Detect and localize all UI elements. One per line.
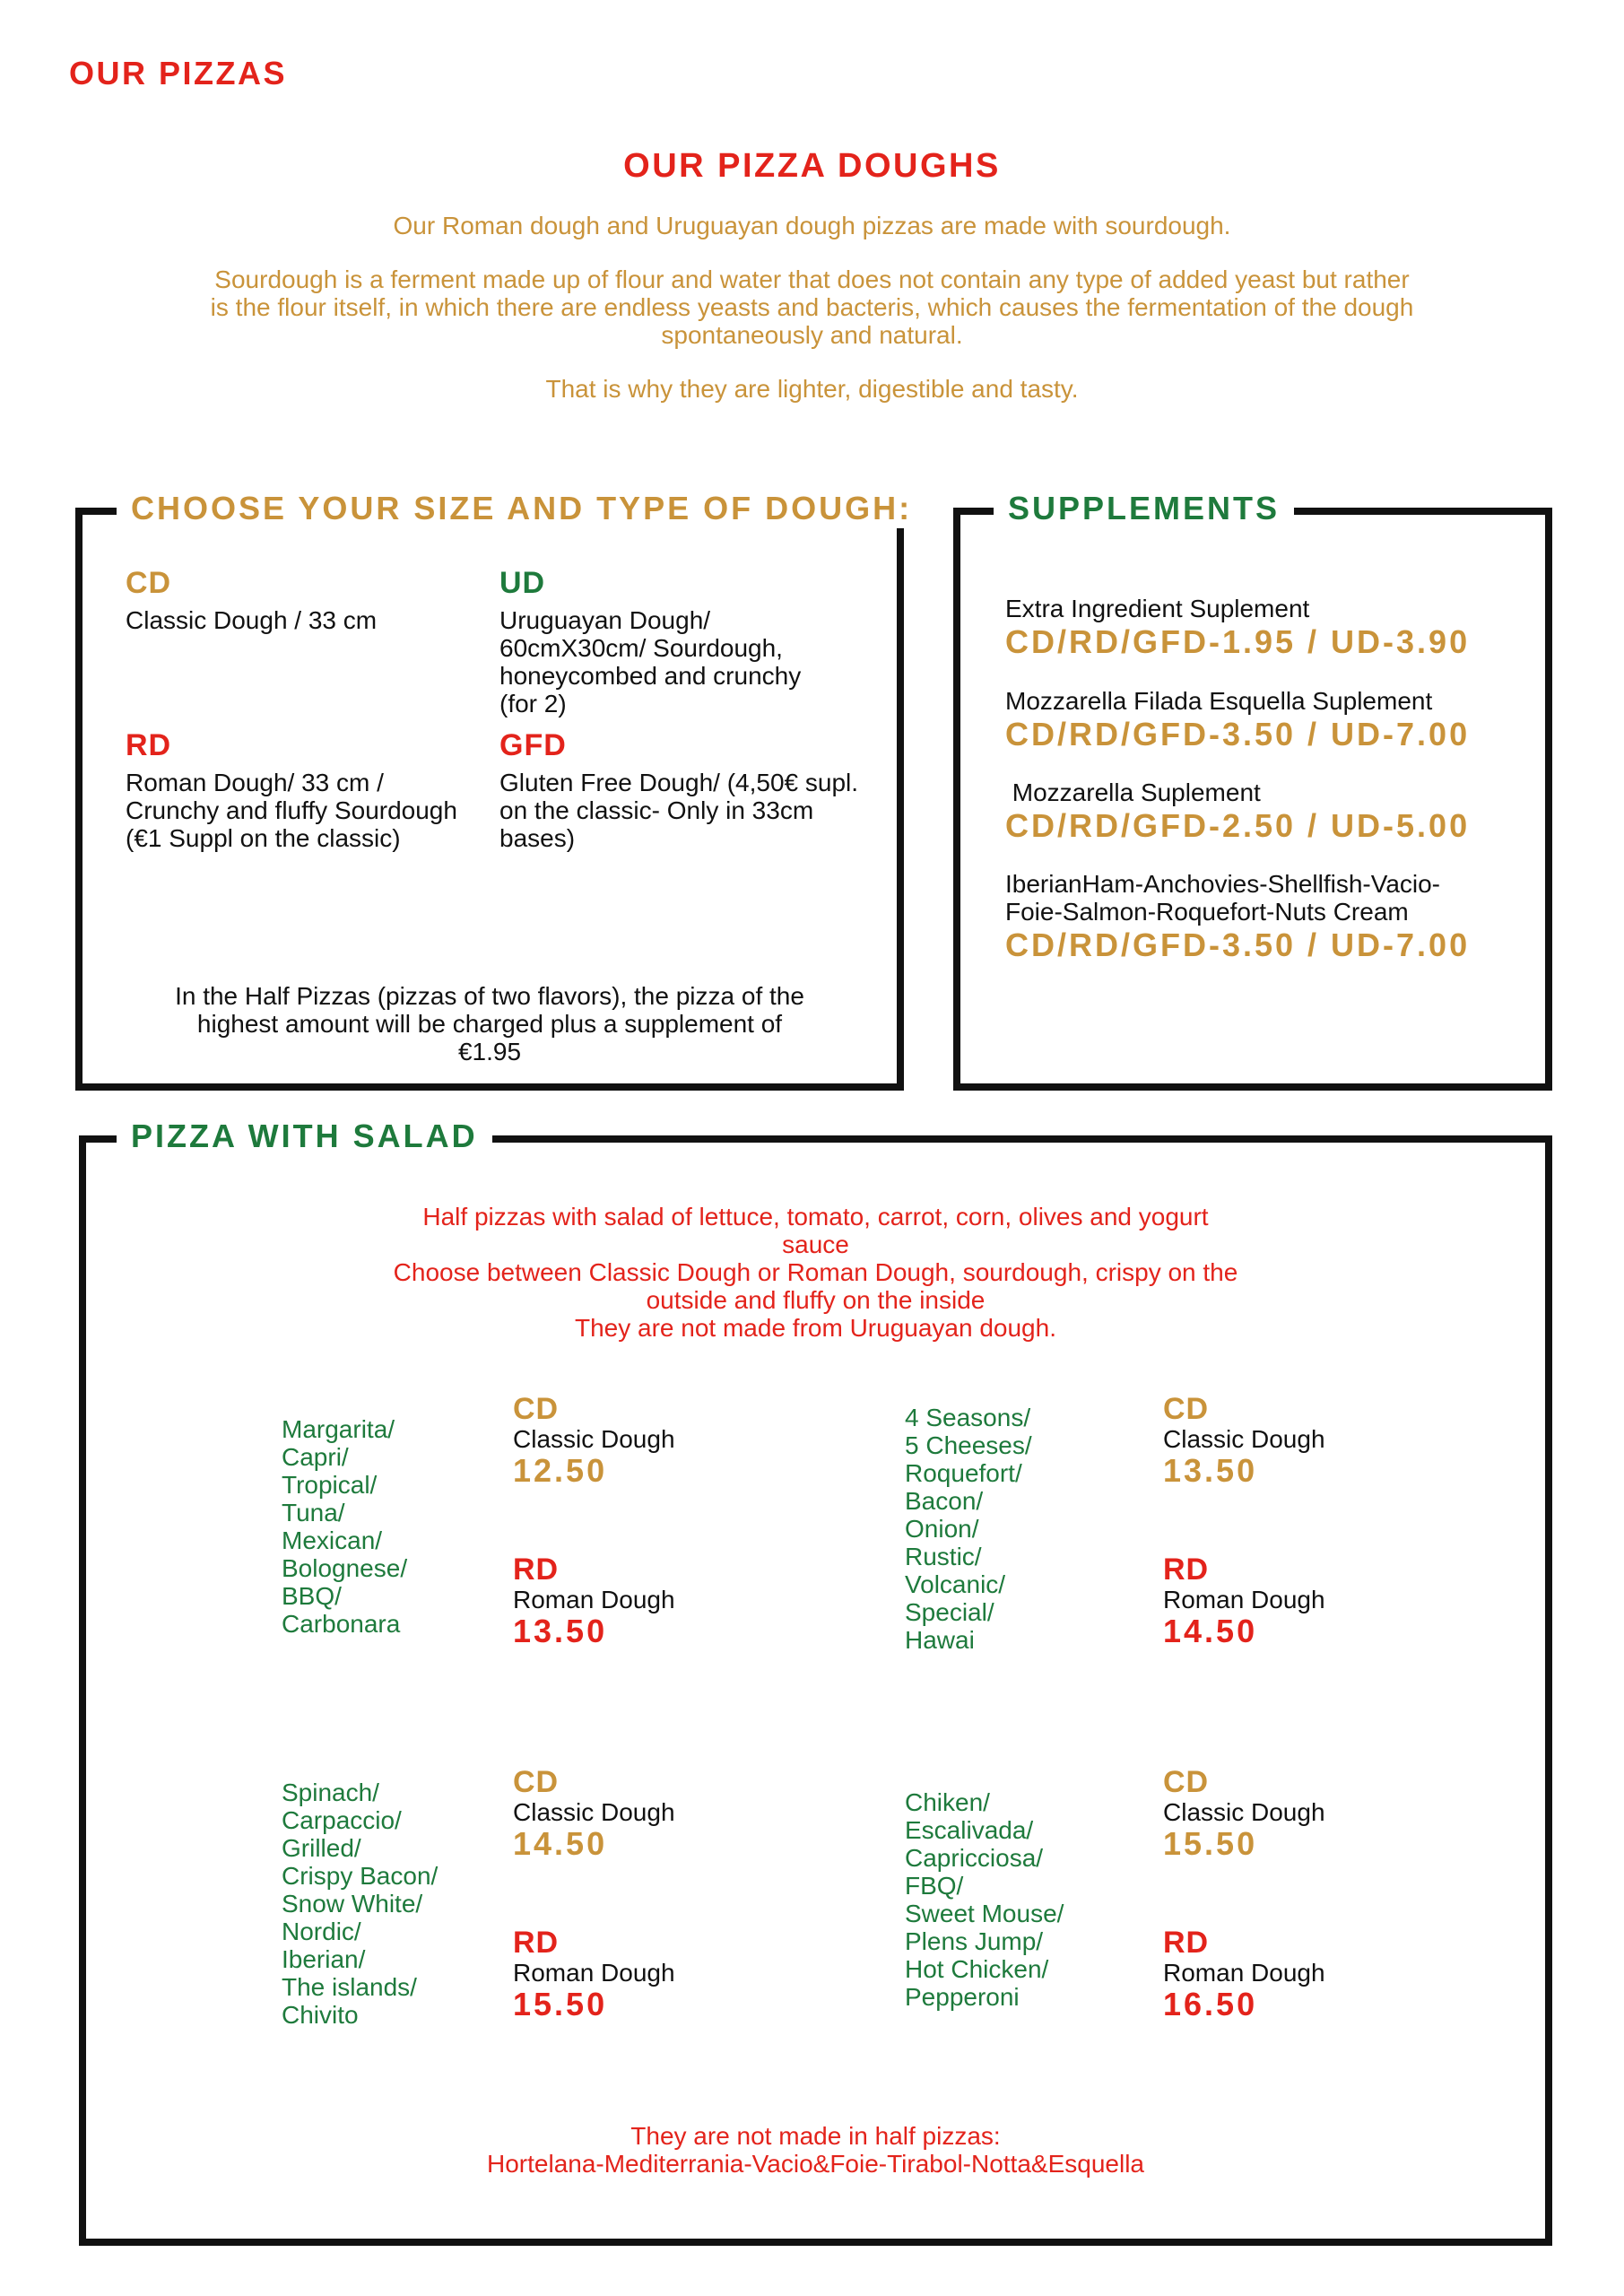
cd-description (126, 606, 377, 634)
gfd-description-line: Gluten Free Dough/ (4,50€ supl. (499, 769, 859, 796)
supplement-item (1005, 595, 1470, 660)
supplement-price: CD/RD/GFD-3.50 / UD-7.00 (1005, 716, 1471, 752)
supplement-price: CD/RD/GFD-3.50 / UD-7.00 (1005, 926, 1471, 963)
pizza-name: Roquefort/ (905, 1459, 1022, 1487)
pizza-list (282, 1415, 407, 1638)
pizza-name: Capri/ (282, 1443, 349, 1471)
size-box-title: CHOOSE YOUR SIZE AND TYPE OF DOUGH: (117, 489, 926, 528)
supplement-name: IberianHam-Anchovies-Shellfish-Vacio- (1005, 870, 1441, 898)
price-block (513, 1764, 675, 2022)
ud-description-line: Uruguayan Dough/ (499, 606, 711, 634)
supplement-name: Foie-Salmon-Roquefort-Nuts Cream (1005, 898, 1409, 926)
gfd-description (499, 769, 858, 852)
dough-label: Roman Dough (513, 1586, 675, 1613)
price-block (513, 1391, 675, 1649)
cd-price: 15.50 (1163, 1825, 1258, 1862)
pizza-name: Hawai (905, 1626, 975, 1654)
pizza-list (282, 1779, 438, 2029)
pizza-name: Bacon/ (905, 1487, 984, 1515)
pizza-name: Onion/ (905, 1515, 979, 1543)
gfd-code: GFD (499, 728, 567, 762)
pizza-name: Rustic/ (905, 1543, 982, 1570)
pizza-name: Chivito (282, 2001, 359, 2029)
rd-price: 15.50 (513, 1986, 608, 2022)
pizza-name: BBQ/ (282, 1582, 342, 1610)
gfd-description-line: on the classic- Only in 33cm (499, 796, 814, 824)
dough-label: Classic Dough (1163, 1798, 1325, 1826)
supplement-price: CD/RD/GFD-2.50 / UD-5.00 (1005, 807, 1471, 844)
cd-description-line: Classic Dough / 33 cm (126, 606, 378, 634)
half-pizza-note-line: In the Half Pizzas (pizzas of two flavors), the pizza of the (175, 982, 804, 1010)
dough-label: Classic Dough (513, 1425, 675, 1453)
pizza-name: Spinach/ (282, 1779, 379, 1806)
dough-label: Roman Dough (1163, 1586, 1325, 1613)
pizza-name: Crispy Bacon/ (282, 1862, 439, 1890)
page-title: OUR PIZZAS (69, 55, 288, 91)
rd-description-line: Roman Dough/ 33 cm / (126, 769, 384, 796)
salad-footer-line: They are not made in half pizzas: (630, 2122, 1001, 2150)
salad-footer-line: Hortelana-Mediterrania-Vacio&Foie-Tirabol-Notta&Esquella (487, 2150, 1144, 2178)
pizza-name: Carpaccio/ (282, 1806, 402, 1834)
rd-code: RD (513, 1926, 560, 1960)
dough-label: Classic Dough (513, 1798, 675, 1826)
supplement-item (1005, 778, 1470, 844)
salad-footer-note (79, 2122, 1552, 2178)
pizza-name: Iberian/ (282, 1945, 366, 1973)
rd-code: RD (1163, 1926, 1210, 1960)
dough-label: Roman Dough (1163, 1959, 1325, 1987)
pizza-name: Carbonara (282, 1610, 401, 1638)
cd-price: 13.50 (1163, 1452, 1258, 1489)
gfd-description-line: bases) (499, 824, 576, 852)
salad-intro-line: Choose between Classic Dough or Roman Dough, sourdough, crispy on the (393, 1258, 1238, 1286)
doughs-para-2-line: Sourdough is a ferment made up of flour and water that does not contain any type of added yeast but rather (214, 265, 1410, 293)
price-block (1163, 1764, 1325, 2022)
pizza-name: Sweet Mouse/ (905, 1900, 1064, 1927)
price-block (1163, 1391, 1325, 1649)
rd-description (126, 769, 457, 852)
dough-label: Classic Dough (1163, 1425, 1325, 1453)
pizza-name: Chiken/ (905, 1788, 990, 1816)
pizza-name: Grilled/ (282, 1834, 361, 1862)
pizza-name: Plens Jump/ (905, 1927, 1044, 1955)
supplement-name: Mozzarella Suplement (1005, 778, 1261, 806)
ud-description-line: (for 2) (499, 690, 567, 718)
ud-description-line: honeycombed and crunchy (499, 662, 802, 690)
salad-box-title: PIZZA WITH SALAD (117, 1117, 492, 1156)
cd-price: 14.50 (513, 1825, 608, 1862)
pizza-name: Pepperoni (905, 1983, 1020, 2011)
pizza-name: Volcanic/ (905, 1570, 1006, 1598)
rd-code: RD (513, 1552, 560, 1587)
pizza-name: FBQ/ (905, 1872, 964, 1900)
pizza-name: Hot Chicken/ (905, 1955, 1049, 1983)
cd-code: CD (1163, 1392, 1210, 1426)
half-pizza-note-line: highest amount will be charged plus a supplement of (196, 1010, 783, 1038)
pizza-name: Tuna/ (282, 1499, 345, 1526)
pizza-name: Nordic/ (282, 1918, 361, 1945)
pizza-name: Margarita/ (282, 1415, 395, 1443)
half-pizza-note (90, 982, 890, 1065)
doughs-title: OUR PIZZA DOUGHS (623, 147, 1001, 185)
cd-code: CD (513, 1392, 560, 1426)
salad-intro-line: sauce (782, 1231, 849, 1258)
cd-code: CD (1163, 1765, 1210, 1799)
pizza-name: 4 Seasons/ (905, 1404, 1031, 1431)
cd-code: CD (513, 1765, 560, 1799)
pizza-name: Bolognese/ (282, 1554, 408, 1582)
pizza-list (905, 1788, 1064, 2011)
salad-intro-line: outside and fluffy on the inside (646, 1286, 986, 1314)
pizza-name: Mexican/ (282, 1526, 383, 1554)
pizza-name: The islands/ (282, 1973, 417, 2001)
pizza-list (905, 1404, 1032, 1654)
rd-description-line: (€1 Suppl on the classic) (126, 824, 401, 852)
supplement-name: Mozzarella Filada Esquella Suplement (1005, 687, 1433, 715)
salad-intro (79, 1203, 1552, 1342)
pizza-name: Tropical/ (282, 1471, 378, 1499)
rd-description-line: Crunchy and fluffy Sourdough (126, 796, 457, 824)
rd-price: 13.50 (513, 1613, 608, 1649)
salad-intro-line: They are not made from Uruguayan dough. (575, 1314, 1056, 1342)
dough-label: Roman Dough (513, 1959, 675, 1987)
supplement-item (1005, 870, 1470, 963)
doughs-para-1: Our Roman dough and Uruguayan dough pizzas are made with sourdough. (393, 212, 1231, 239)
pizza-name: 5 Cheeses/ (905, 1431, 1032, 1459)
pizza-name: Capricciosa/ (905, 1844, 1044, 1872)
doughs-para-2-line: spontaneously and natural. (661, 321, 963, 349)
rd-code: RD (1163, 1552, 1210, 1587)
doughs-para-2-line: is the flour itself, in which there are endless yeasts and bacteris, which causes the fermentation of the dough (210, 293, 1414, 321)
cd-code: CD (126, 566, 172, 600)
supplements-box-title: SUPPLEMENTS (994, 489, 1294, 528)
doughs-para-3: That is why they are lighter, digestible and tasty. (545, 375, 1079, 403)
salad-intro-line: Half pizzas with salad of lettuce, tomato, carrot, corn, olives and yogurt (422, 1203, 1209, 1231)
rd-price: 16.50 (1163, 1986, 1258, 2022)
supplement-price: CD/RD/GFD-1.95 / UD-3.90 (1005, 623, 1471, 660)
half-pizza-note-line: €1.95 (457, 1038, 522, 1065)
rd-code: RD (126, 728, 172, 762)
supplement-name: Extra Ingredient Suplement (1005, 595, 1310, 622)
pizza-name: Escalivada/ (905, 1816, 1034, 1844)
cd-price: 12.50 (513, 1452, 608, 1489)
pizza-name: Snow White/ (282, 1890, 423, 1918)
pizza-name: Special/ (905, 1598, 994, 1626)
ud-description-line: 60cmX30cm/ Sourdough, (499, 634, 783, 662)
doughs-para-2 (0, 265, 1624, 349)
rd-price: 14.50 (1163, 1613, 1258, 1649)
ud-code: UD (499, 566, 546, 600)
supplement-item (1005, 687, 1470, 752)
ud-description (499, 606, 801, 718)
